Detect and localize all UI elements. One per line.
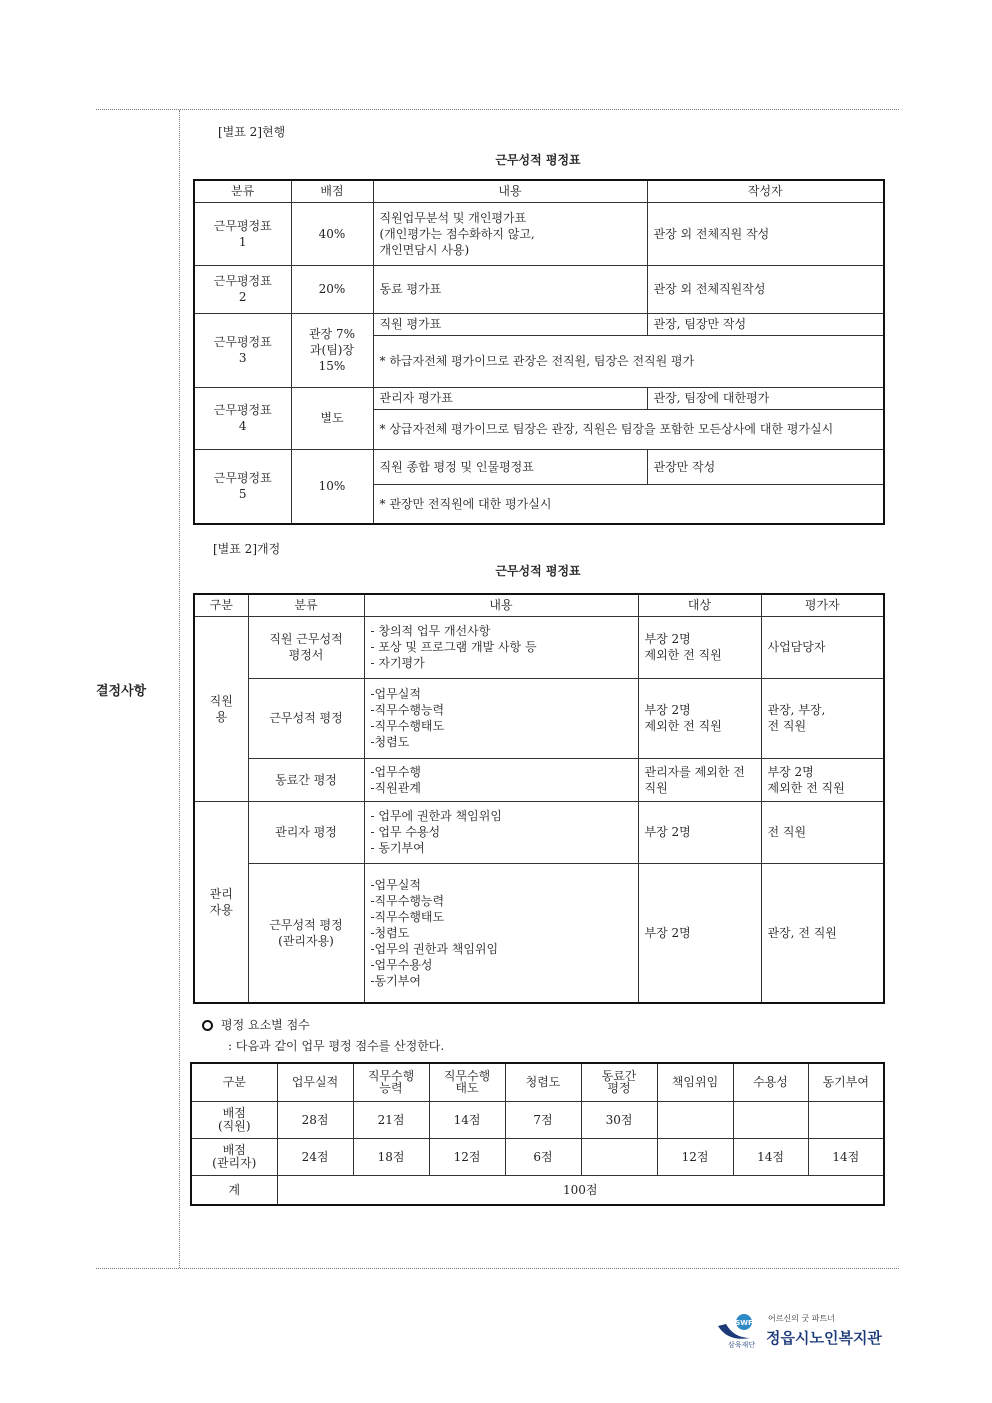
score-bullet-text: 평정 요소별 점수 (221, 1018, 310, 1032)
content-cell: -업무실적 -직무수행능력 -직무수행태도 -청렴도 (364, 678, 638, 758)
score-header: 직무수행 능력 (353, 1063, 429, 1101)
score-header: 동기부여 (808, 1063, 884, 1101)
form-score: 20% (291, 265, 373, 313)
form-note: * 하급자전체 평가이므로 관장은 전직원, 팀장은 전직원 평가 (373, 335, 884, 387)
score-cell: 30점 (581, 1101, 657, 1138)
form-name: 근무평정표 2 (194, 265, 291, 313)
revised-title: 근무성적 평정표 (495, 564, 581, 578)
form-score: 10% (291, 449, 373, 524)
score-cell (657, 1101, 733, 1138)
header-cell: 평가자 (761, 594, 884, 616)
current-title: 근무성적 평정표 (495, 153, 581, 167)
evaluator-cell: 관장, 전 직원 (761, 863, 884, 1003)
form-writer: 관장만 작성 (647, 449, 884, 484)
top-rule (96, 109, 899, 110)
score-header: 직무수행 태도 (429, 1063, 505, 1101)
target-cell: 부장 2명 제외한 전 직원 (638, 616, 761, 678)
score-cell: 14점 (733, 1138, 808, 1175)
header-cell: 분류 (194, 180, 291, 202)
score-table (190, 1062, 885, 1206)
kind-cell: 관리자 평정 (248, 801, 364, 863)
group-label: 직원 용 (194, 616, 248, 801)
current-table (193, 179, 885, 525)
current-caption: [별표 2]현행 (218, 125, 286, 139)
score-row-label: 배점 (관리자) (191, 1138, 277, 1175)
decision-label: 결정사항 (96, 684, 147, 699)
score-description: : 다음과 같이 업무 평정 점수를 산정한다. (228, 1039, 445, 1053)
header-cell: 내용 (364, 594, 638, 616)
score-bullet (202, 1016, 310, 1033)
form-name: 근무평정표 3 (194, 313, 291, 387)
revised-table (193, 593, 885, 1004)
form-content: 직원 종합 평정 및 인물평정표 (373, 449, 647, 484)
form-content: 직원업무분석 및 개인평가표 (개인평가는 점수화하지 않고, 개인면담시 사용) (373, 202, 647, 265)
score-cell: 12점 (429, 1138, 505, 1175)
form-score: 관장 7% 과(팀)장 15% (291, 313, 373, 387)
score-cell: 28점 (277, 1101, 353, 1138)
target-cell: 관리자를 제외한 전 직원 (638, 758, 761, 801)
header-cell: 구분 (194, 594, 248, 616)
group-label: 관리 자용 (194, 801, 248, 1003)
form-content: 관리자 평가표 (373, 387, 647, 409)
score-row-label: 배점 (직원) (191, 1101, 277, 1138)
form-note: * 관장만 전직원에 대한 평가실시 (373, 484, 884, 524)
score-header: 청렴도 (505, 1063, 581, 1101)
content-cell: - 창의적 업무 개선사항 - 포상 및 프로그램 개발 사항 등 - 자기평가 (364, 616, 638, 678)
score-cell: 6점 (505, 1138, 581, 1175)
header-cell: 대상 (638, 594, 761, 616)
evaluator-cell: 사업담당자 (761, 616, 884, 678)
revised-caption: [별표 2]개정 (213, 542, 281, 556)
target-cell: 부장 2명 제외한 전 직원 (638, 678, 761, 758)
form-score: 40% (291, 202, 373, 265)
score-header: 구분 (191, 1063, 277, 1101)
score-header: 동료간 평정 (581, 1063, 657, 1101)
logo-org: 삼육재단 (728, 1341, 756, 1349)
score-cell (733, 1101, 808, 1138)
score-header: 책임위임 (657, 1063, 733, 1101)
logo-tagline: 어르신의 굿 파트너 (768, 1314, 835, 1323)
kind-cell: 근무성적 평정 (관리자용) (248, 863, 364, 1003)
form-score: 별도 (291, 387, 373, 449)
score-cell (581, 1138, 657, 1175)
score-cell: 21점 (353, 1101, 429, 1138)
header-cell: 분류 (248, 594, 364, 616)
form-name: 근무평정표 5 (194, 449, 291, 524)
evaluator-cell: 관장, 부장, 전 직원 (761, 678, 884, 758)
form-writer: 관장 외 전체직원 작성 (647, 202, 884, 265)
score-cell (808, 1101, 884, 1138)
form-content: 직원 평가표 (373, 313, 647, 335)
column-divider (179, 110, 180, 1268)
form-writer: 관장 외 전체직원작성 (647, 265, 884, 313)
logo-name: 정읍시노인복지관 (766, 1329, 882, 1347)
content-cell: - 업무에 권한과 책임위임 - 업무 수용성 - 동기부여 (364, 801, 638, 863)
total-label: 계 (191, 1175, 277, 1205)
content-cell: -업무실적 -직무수행능력 -직무수행태도 -청렴도 -업무의 권한과 책임위임 -업무수용성 -동기부여 (364, 863, 638, 1003)
form-note: * 상급자전체 평가이므로 팀장은 관장, 직원은 팀장을 포함한 모든상사에 대한 평가실시 (373, 409, 884, 449)
header-cell: 배점 (291, 180, 373, 202)
form-name: 근무평정표 1 (194, 202, 291, 265)
form-name: 근무평정표 4 (194, 387, 291, 449)
kind-cell: 근무성적 평정 (248, 678, 364, 758)
kind-cell: 동료간 평정 (248, 758, 364, 801)
bottom-rule (96, 1268, 899, 1269)
header-cell: 내용 (373, 180, 647, 202)
content-cell: -업무수행 -직원관계 (364, 758, 638, 801)
target-cell: 부장 2명 (638, 801, 761, 863)
evaluator-cell: 부장 2명 제외한 전 직원 (761, 758, 884, 801)
form-content: 동료 평가표 (373, 265, 647, 313)
kind-cell: 직원 근무성적 평정서 (248, 616, 364, 678)
score-header: 수용성 (733, 1063, 808, 1101)
score-cell: 18점 (353, 1138, 429, 1175)
score-header: 업무실적 (277, 1063, 353, 1101)
logo-mark-text: SWF (735, 1319, 753, 1327)
header-cell: 작성자 (647, 180, 884, 202)
score-cell: 12점 (657, 1138, 733, 1175)
evaluator-cell: 전 직원 (761, 801, 884, 863)
circle-bullet-icon (202, 1020, 213, 1031)
total-value: 100점 (277, 1175, 884, 1205)
score-cell: 14점 (429, 1101, 505, 1138)
form-writer: 관장, 팀장에 대한평가 (647, 387, 884, 409)
score-cell: 24점 (277, 1138, 353, 1175)
form-writer: 관장, 팀장만 작성 (647, 313, 884, 335)
target-cell: 부장 2명 (638, 863, 761, 1003)
score-cell: 14점 (808, 1138, 884, 1175)
score-cell: 7점 (505, 1101, 581, 1138)
